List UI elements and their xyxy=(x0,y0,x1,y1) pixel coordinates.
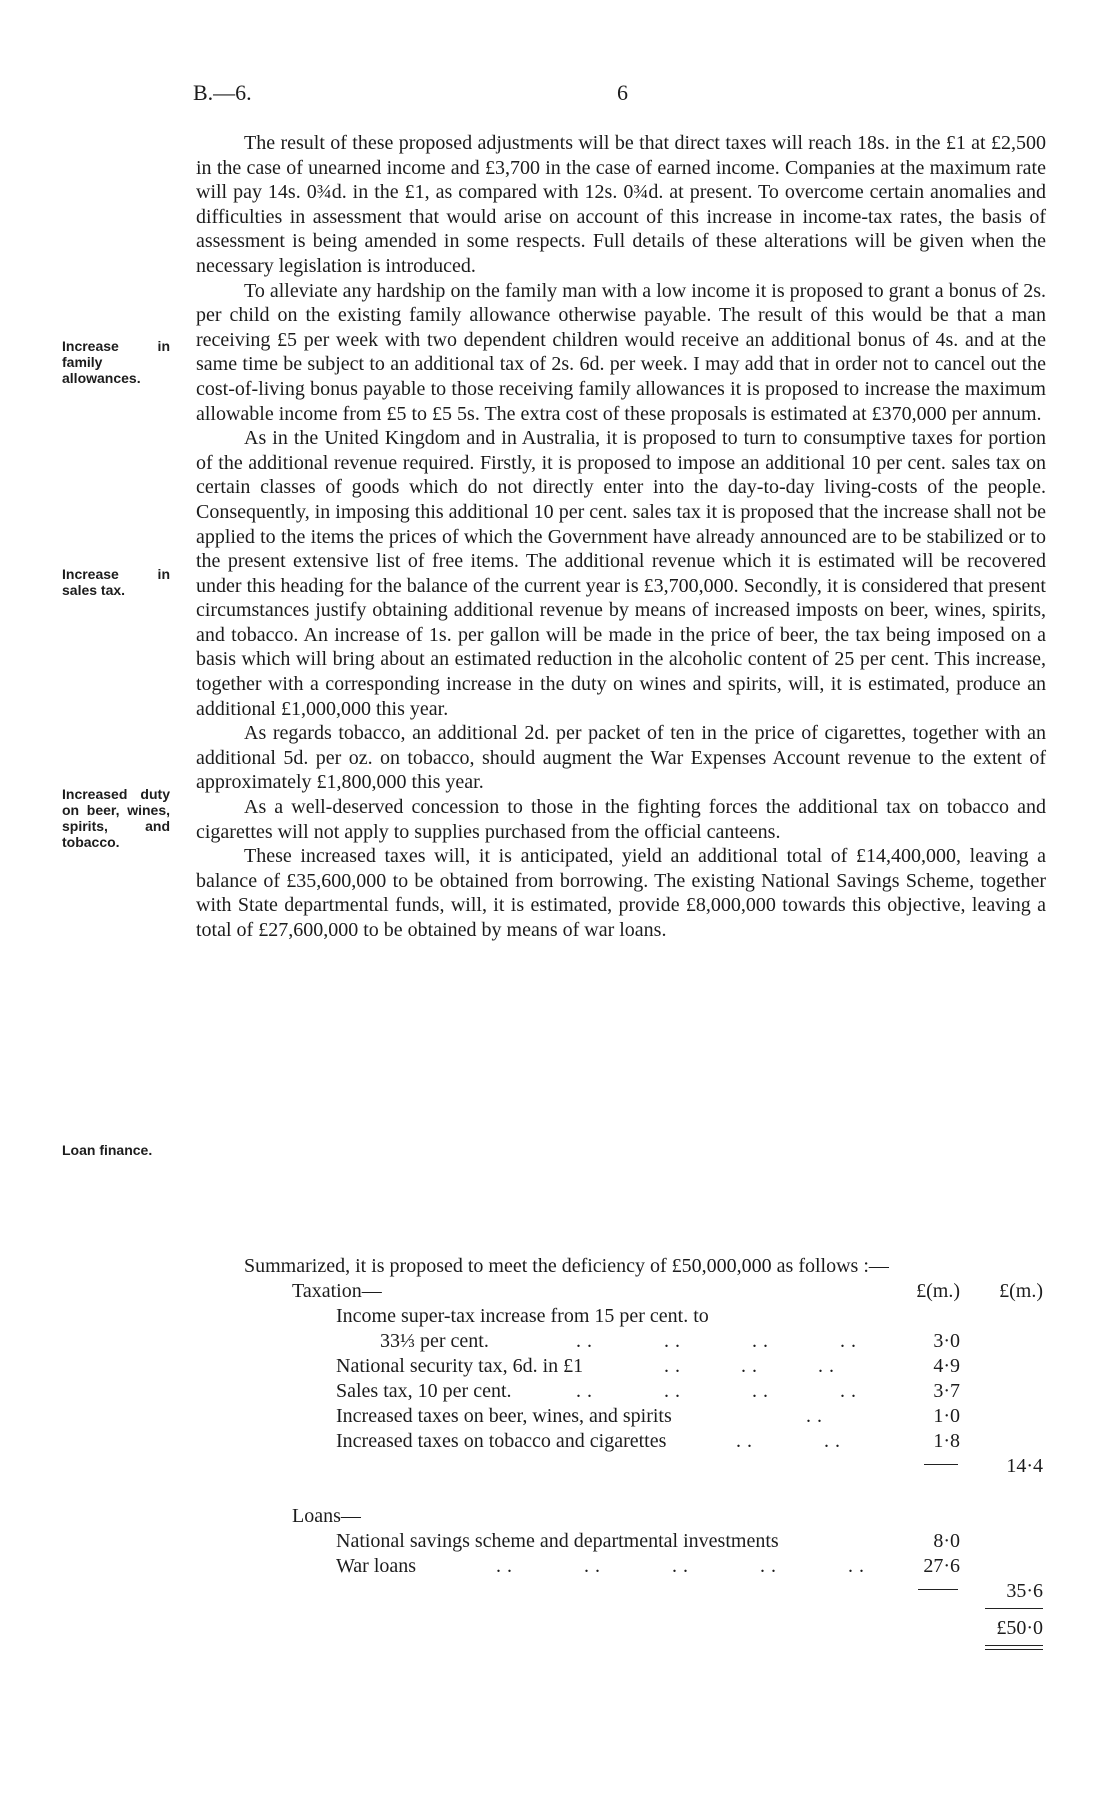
item-label: Increased taxes on beer, wines, and spirits xyxy=(336,1405,672,1427)
table-row xyxy=(196,1429,1046,1454)
item-label: Income super-tax increase from 15 per cent. to xyxy=(336,1305,709,1327)
loans-total: 35·6 xyxy=(1006,1580,1043,1602)
total-rule xyxy=(985,1608,1043,1609)
item-value: 1·8 xyxy=(933,1430,960,1452)
item-label: National security tax, 6d. in £1 xyxy=(336,1355,584,1377)
item-label: War loans xyxy=(336,1555,417,1577)
column-header-2: £(m.) xyxy=(999,1280,1043,1302)
table-row xyxy=(196,1329,1046,1354)
table-row xyxy=(196,1529,1046,1554)
margin-note-loan-finance: Loan finance. xyxy=(62,1142,153,1158)
spacer-row xyxy=(196,1479,1046,1504)
dot-leader: .. .. xyxy=(736,1430,846,1452)
paragraph-tobacco: As regards tobacco, an additional 2d. per packet of ten in the price of cigarettes, together with an additional 5d. per oz. on tobacco, should augment the War Expenses Account revenue to the extent of approximately £1,800,000 this year. xyxy=(196,722,1046,794)
item-value: 3·0 xyxy=(933,1330,960,1352)
table-row xyxy=(196,1554,1046,1579)
grand-total: £50·0 xyxy=(996,1617,1043,1639)
dot-leader: .. .. .. .. xyxy=(576,1330,862,1352)
paragraph-canteen-concession: As a well-deserved concession to those in the fighting forces the additional tax on tobacco and cigarettes will not apply to supplies purchased from the official canteens. xyxy=(196,796,1046,843)
summary-intro-row xyxy=(196,1254,1046,1279)
paragraph-family-allowances: To alleviate any hardship on the family man with a low income it is proposed to grant a bonus of 2s. per child on the existing family allowance otherwise payable. The result of this would be that a man receiving £5 per week with two dependent children would receive an additional bonus of 4s. and at the same time be subject to an additional tax of 2s. 6d. per week. I may add that in order not to cancel out the cost-of-living bonus payable to those receiving family allowances it is proposed to increase the maximum allowable income from £5 to £5 5s. The extra cost of these proposals is estimated at £370,000 per annum. xyxy=(196,279,1046,425)
dot-leader: .. .. .. xyxy=(664,1355,840,1377)
subtotal-rule xyxy=(918,1589,958,1590)
document-reference: B.—6. xyxy=(193,80,252,105)
grand-total-row xyxy=(196,1616,1046,1641)
double-rule-row xyxy=(196,1641,1046,1651)
table-row xyxy=(196,1354,1046,1379)
item-value: 4·9 xyxy=(933,1355,960,1377)
table-row xyxy=(196,1379,1046,1404)
margin-note-family-allowances: Increase in family allowances. xyxy=(62,338,170,386)
item-label: Increased taxes on tobacco and cigarettes xyxy=(336,1430,667,1452)
item-value: 3·7 xyxy=(933,1380,960,1402)
item-value: 8·0 xyxy=(933,1530,960,1552)
page-number: 6 xyxy=(617,80,628,105)
paragraph-sales-tax: As in the United Kingdom and in Australia, it is proposed to turn to consumptive taxes for portion of the additional revenue required. Firstly, it is proposed to impose an additional 10 per cent. sales tax on certain classes of goods which do not directly enter into the day-to-day living-costs of the people. Consequently, in imposing this additional 10 per cent. sales tax it is proposed that the increase shall not be applied to the items the prices of which the Government have already announced are to be stabilized or to the present extensive list of free items. The additional revenue which it is estimated will be recovered under this heading for the balance of the current year is £3,700,000. Secondly, it is considered that present circumstances justify obtaining additional revenue by means of increased imposts on beer, wines, spirits, and tobacco. An increase of 1s. per gallon will be made in the price of beer, the tax being imposed on a basis which will bring about an estimated reduction in the alcoholic content of 25 per cent. This increase, together with a corresponding increase in the duty on wines and spirits, will, it is estimated, produce an additional £1,000,000 this year. xyxy=(196,427,1046,720)
column-header-1: £(m.) xyxy=(916,1280,960,1302)
total-rule-row xyxy=(196,1604,1046,1616)
loans-total-row xyxy=(196,1579,1046,1604)
taxation-total: 14·4 xyxy=(1006,1455,1043,1477)
item-value: 27·6 xyxy=(923,1555,960,1577)
taxation-heading-row xyxy=(196,1279,1046,1304)
item-label: Sales tax, 10 per cent. xyxy=(336,1380,512,1402)
paragraph-tax-rates: The result of these proposed adjustments will be that direct taxes will reach 18s. in the £1 at £2,500 in the case of unearned income and £3,700 in the case of earned income. Companies at the maximum rate will pay 14s. 0¾d. in the £1, as compared with 12s. 0¾d. at present. To overcome certain anomalies and difficulties in assessment that would arise on account of this increase in income-tax rates, the basis of assessment is being amended in some respects. Full details of these alterations will be given when the necessary legislation is introduced. xyxy=(196,132,1046,277)
double-rule xyxy=(985,1645,1043,1650)
loans-heading-row xyxy=(196,1504,1046,1529)
dot-leader: .. xyxy=(806,1405,828,1427)
loans-heading: Loans— xyxy=(292,1505,361,1527)
subtotal-rule xyxy=(924,1464,958,1465)
dot-leader: .. .. .. .. xyxy=(576,1380,862,1402)
item-value: 1·0 xyxy=(933,1405,960,1427)
paragraph-borrowing: These increased taxes will, it is anticipated, yield an additional total of £14,400,000, leaving a balance of £35,600,000 to be obtained from borrowing. The existing National Savings Scheme, together with State departmental funds, will, it is estimated, provide £8,000,000 towards this objective, leaving a total of £27,600,000 to be obtained by means of war loans. xyxy=(196,845,1046,941)
taxation-heading: Taxation— xyxy=(292,1280,382,1302)
summary-table xyxy=(196,1254,1046,1651)
body-text xyxy=(196,131,1046,943)
table-row xyxy=(196,1304,1046,1329)
margin-note-increased-duty: Increased duty on beer, wines, spirits, and tobacco. xyxy=(62,786,170,850)
margin-note-sales-tax: Increase in sales tax. xyxy=(62,566,170,598)
item-label: 33⅓ per cent. xyxy=(380,1330,489,1352)
dot-leader: .. .. .. .. .. xyxy=(496,1555,870,1577)
summary-intro: Summarized, it is proposed to meet the deficiency of £50,000,000 as follows :— xyxy=(244,1255,889,1277)
table-row xyxy=(196,1404,1046,1429)
taxation-total-row xyxy=(196,1454,1046,1479)
item-label: National savings scheme and departmental investments xyxy=(336,1530,779,1552)
